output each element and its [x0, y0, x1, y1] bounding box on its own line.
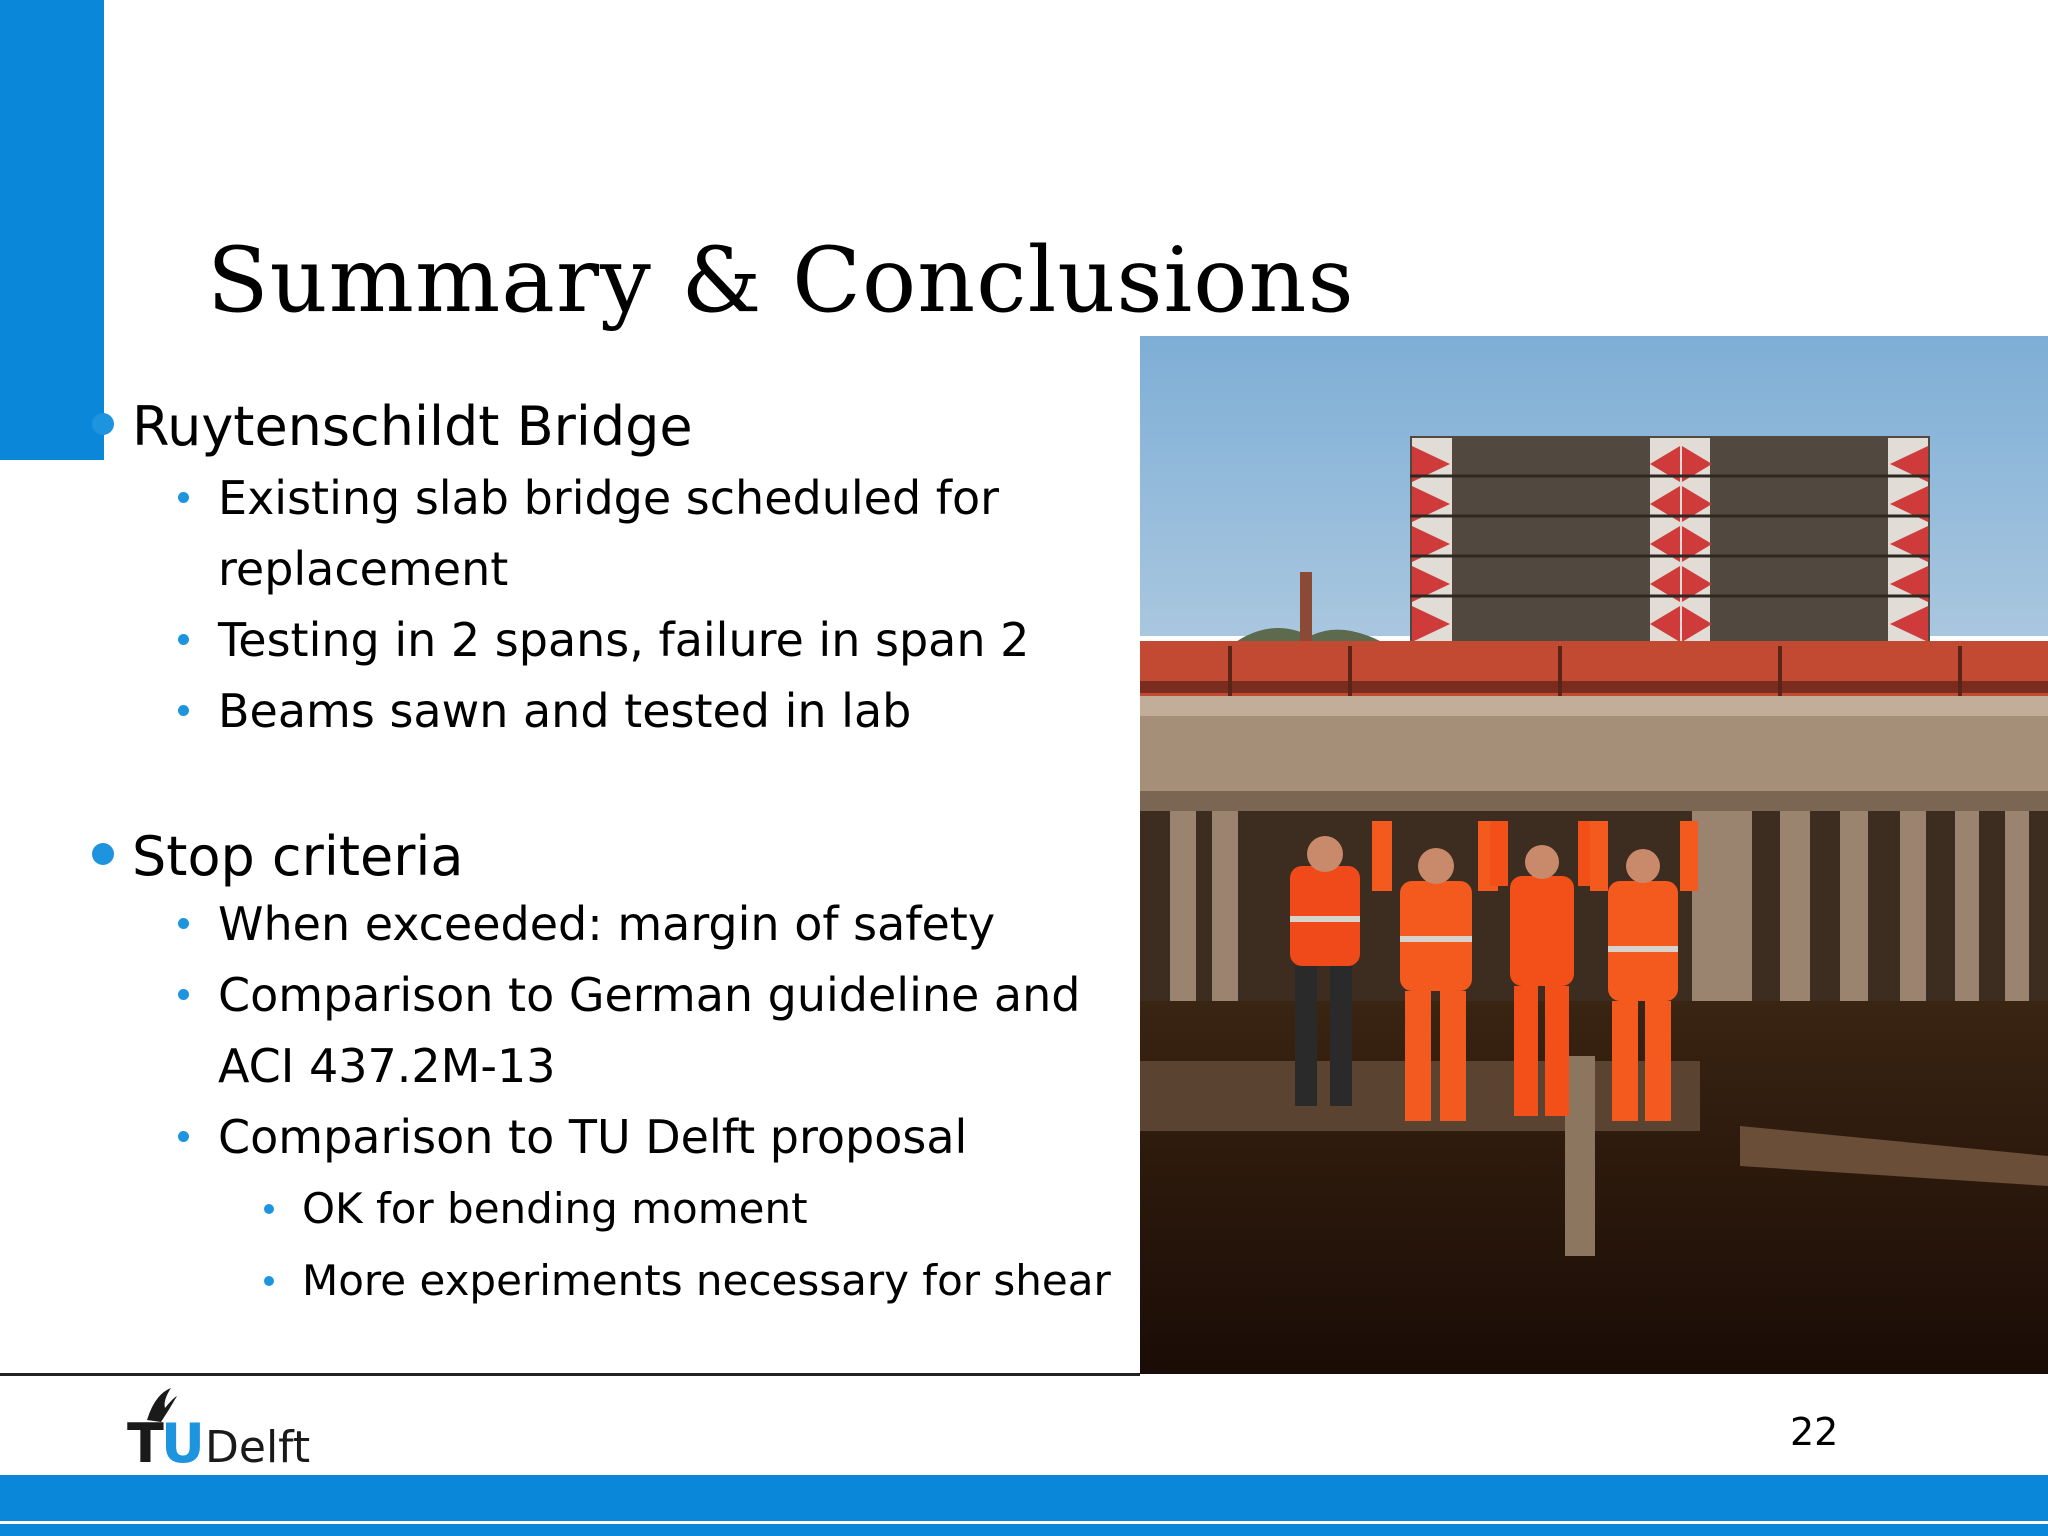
slide-title: Summary & Conclusions: [207, 228, 1355, 333]
sub-bullet: Comparison to TU Delft proposal: [218, 1102, 967, 1173]
sub-bullet: When exceeded: margin of safety: [218, 889, 995, 960]
bottom-thin-band: [0, 1524, 2048, 1536]
page-number: 22: [1790, 1410, 1839, 1454]
bullet-dot-icon: [178, 492, 189, 503]
sub-bullet: Existing slab bridge scheduled for replacement: [218, 463, 1058, 605]
sub-sub-bullet: More experiments necessary for shear: [302, 1245, 1111, 1316]
bottom-band: [0, 1475, 2048, 1521]
tu-delft-logo: [125, 1380, 335, 1470]
bullet-dot-icon: [178, 989, 189, 1000]
bullet-dot-icon: [178, 1131, 189, 1142]
logo-t: T: [127, 1412, 164, 1470]
logo-u: U: [161, 1412, 205, 1470]
bullet-stop-criteria: Stop criteria: [132, 825, 464, 889]
bullet-dot-icon: [178, 705, 189, 716]
sub-sub-bullet: OK for bending moment: [302, 1173, 808, 1244]
footer-divider: [0, 1373, 1140, 1376]
accent-bar: [0, 0, 104, 460]
sub-bullet: Comparison to German guideline and ACI 437.2M-13: [218, 960, 1098, 1102]
bridge-photo: [1140, 336, 2048, 1374]
sub-bullet: Testing in 2 spans, failure in span 2: [218, 605, 1029, 676]
sub-bullet: Beams sawn and tested in lab: [218, 676, 911, 747]
bullet-dot-icon: [92, 843, 114, 865]
bullet-dot-icon: [178, 918, 189, 929]
bullet-ruytenschildt: Ruytenschildt Bridge: [132, 395, 693, 459]
bullet-dot-icon: [92, 413, 114, 435]
bullet-dot-icon: [264, 1276, 274, 1286]
bullet-dot-icon: [264, 1204, 274, 1214]
bullet-dot-icon: [178, 634, 189, 645]
logo-delft: Delft: [205, 1422, 311, 1470]
